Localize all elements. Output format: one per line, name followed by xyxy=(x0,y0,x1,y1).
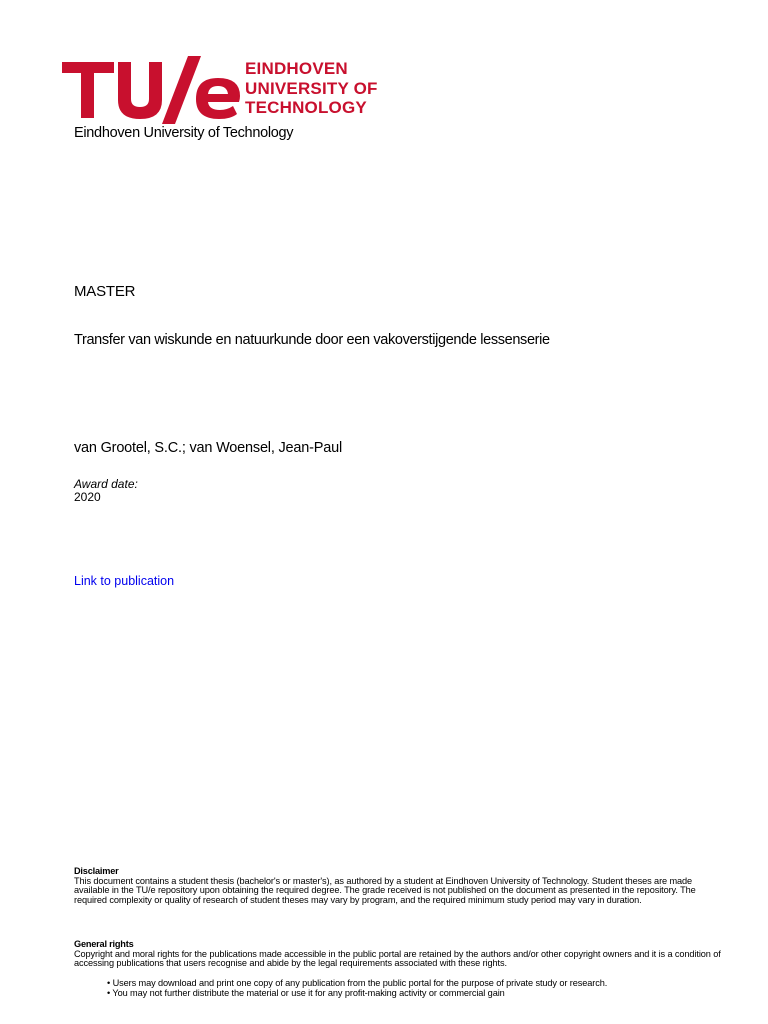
institution-name: Eindhoven University of Technology xyxy=(74,125,294,141)
rights-bullet-list xyxy=(107,979,607,998)
disclaimer-section xyxy=(74,867,724,906)
logo-word-line: EINDHOVEN xyxy=(245,59,348,78)
general-rights-section xyxy=(74,940,724,969)
document-type: MASTER xyxy=(74,283,136,300)
thesis-title: Transfer van wiskunde en natuurkunde door een vakoverstijgende lessenserie xyxy=(74,332,550,348)
general-rights-text: Copyright and moral rights for the publications made accessible in the public portal are retained by the authors and/or other copyright owners and it is a condition of accessing publications that users recognise and abide by the legal requirements associated with these rights. xyxy=(74,948,721,969)
tue-logo-wordmark xyxy=(245,59,378,118)
list-item: • Users may download and print one copy of any publication from the public portal for the purpose of private study or research. xyxy=(107,978,608,988)
tue-logo xyxy=(62,56,392,124)
author-list: van Grootel, S.C.; van Woensel, Jean-Paul xyxy=(74,440,342,456)
tue-logo-mark xyxy=(62,56,242,124)
publication-link[interactable]: Link to publication xyxy=(74,574,175,588)
disclaimer-text: This document contains a student thesis (bachelor's or master's), as authored by a student at Eindhoven University of Technology. Student theses are made available in the TU/e repository upon obtaining the required degree. The grade received is not published on the document as presented in the repository. The required complexity or quality of research of student theses may vary by program, and the required minimum study period may vary in duration. xyxy=(74,875,696,906)
disclaimer-heading: Disclaimer xyxy=(74,866,119,876)
general-rights-heading: General rights xyxy=(74,939,134,949)
logo-word-line: UNIVERSITY OF xyxy=(245,78,378,98)
list-item: • You may not further distribute the material or use it for any profit-making activity or commercial gain xyxy=(107,987,505,998)
logo-word-line: TECHNOLOGY xyxy=(245,98,367,117)
award-date-value: 2020 xyxy=(74,490,101,504)
award-date-label: Award date: xyxy=(74,477,138,491)
